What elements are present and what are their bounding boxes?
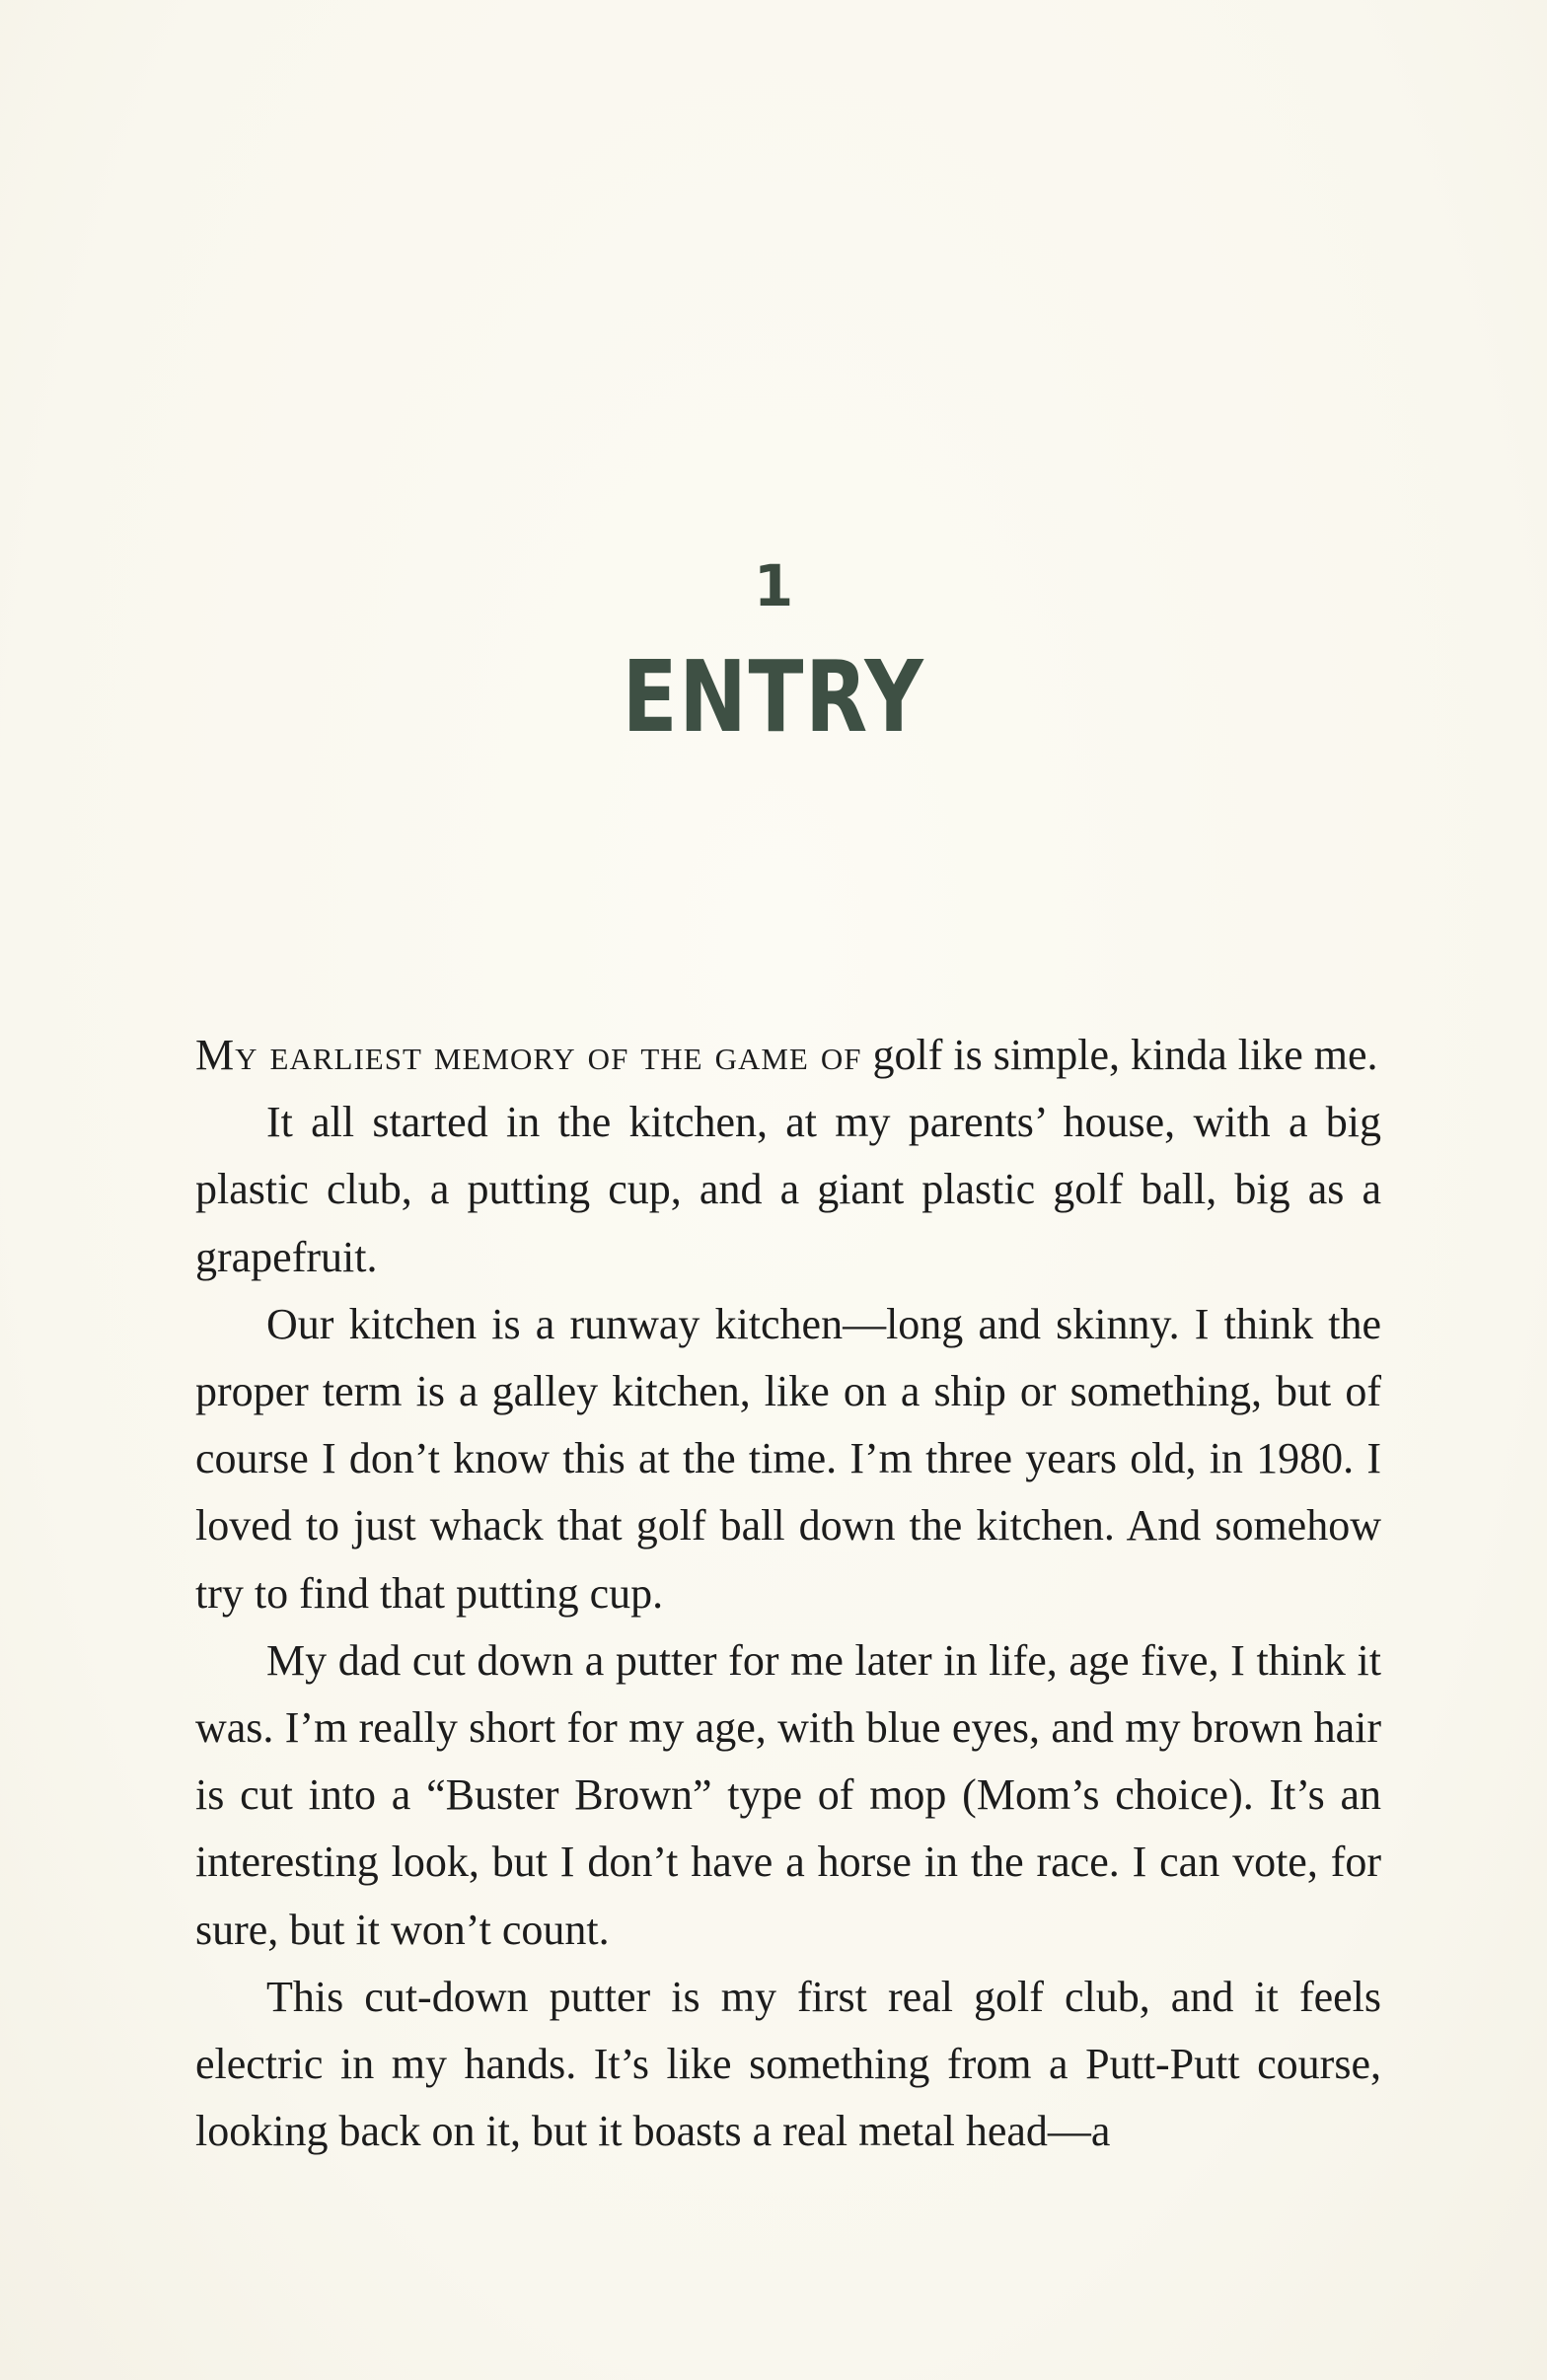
chapter-title: ENTRY — [622, 639, 925, 755]
paragraph-lead-in: My earliest memory of the game of — [195, 1031, 862, 1079]
paragraph — [195, 1022, 1381, 1089]
paragraph: This cut-down putter is my first real golf club, and it feels electric in my hands. It’s like something from a Putt-Putt course, looking back on it, but it boasts a real metal head—a — [195, 1972, 1381, 2156]
paragraph: My dad cut down a putter for me later in life, age five, I think it was. I’m really short for my age, with blue eyes, and my brown hair is cut into a “Buster Brown” type of mop (Mom’s choice). It’s an interesting look, but I don’t have a horse in the race. I can vote, for sure, but it won’t count. — [195, 1635, 1381, 1954]
chapter-body — [195, 1022, 1381, 2165]
chapter-number: 1 — [753, 552, 794, 619]
paragraph: Our kitchen is a runway kitchen—long and skinny. I think the proper term is a galley kitchen, like on a ship or something, but of course I don’t know this at the time. I’m three years old, in 1980. I loved to just whack that golf ball down the kitchen. And somehow try to find that putting cup. — [195, 1299, 1381, 1618]
paragraph-text: golf is simple, kinda like me. — [861, 1031, 1378, 1079]
paragraph: It all started in the kitchen, at my parents’ house, with a big plastic club, a putting cup, and a giant plastic golf ball, big as a grapefruit. — [195, 1098, 1381, 1281]
